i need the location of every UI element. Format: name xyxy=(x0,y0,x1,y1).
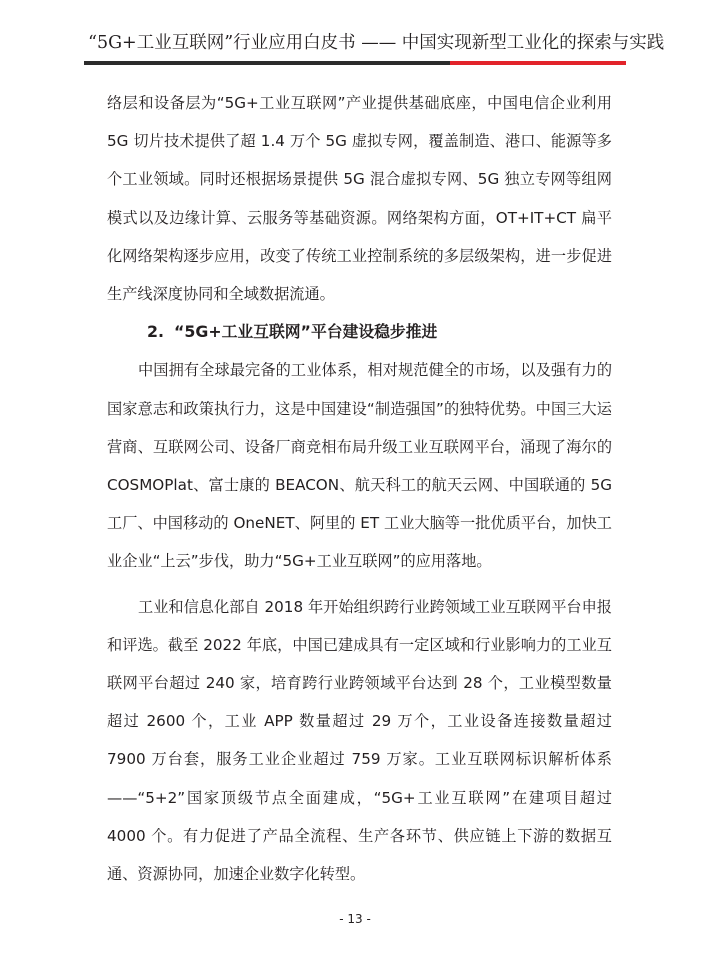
body-paragraph-2: 中国拥有全球最完备的工业体系，相对规范健全的市场，以及强有力的国家意志和政策执行力，这是中国建设“制造强国”的独特优势。中国三大运营商、互联网公司、设备厂商竞相布局升级工业互联网平台，涌现了海尔的 COSMOPlat、富士康的 BEACON、航天科工的航天云网、中国联通的 5G 工厂、中国移动的 OneNET、阿里的 ET 工业大脑等一批优质平台，加快工业企业“上云”步伐，助力“5G+工业互联网”的应用落地。 xyxy=(107,361,612,571)
document-body xyxy=(107,84,612,893)
body-paragraph-3: 工业和信息化部自 2018 年开始组织跨行业跨领域工业互联网平台申报和评选。截至 2022 年底，中国已建成具有一定区域和行业影响力的工业互联网平台超过 240 家，培育跨行业跨领域平台达到 28 个，工业模型数量超过 2600 个，工业 APP 数量超过 29 万个，工业设备连接数量超过 7900 万台套，服务工业企业超过 759 万家。工业互联网标识解析体系——“5+2”国家顶级节点全面建成，“5G+工业互联网”在建项目超过 4000 个。有力促进了产品全流程、生产各环节、供应链上下游的数据互通、资源协同，加速企业数字化转型。 xyxy=(107,597,612,884)
header-rule-red xyxy=(450,61,626,65)
section-heading-number: 2. xyxy=(147,322,164,342)
section-heading xyxy=(107,313,612,351)
header-rule-dark xyxy=(84,61,450,65)
page-header-title: “5G+工业互联网”行业应用白皮书 —— 中国实现新型工业化的探索与实践 xyxy=(88,33,665,53)
section-heading-title: “5G+工业互联网”平台建设稳步推进 xyxy=(174,322,438,342)
page-number: - 13 - xyxy=(339,912,371,926)
body-paragraph-1: 络层和设备层为“5G+工业互联网”产业提供基础底座，中国电信企业利用 5G 切片技术提供了超 1.4 万个 5G 虚拟专网，覆盖制造、港口、能源等多个工业领域。同时还根据场景提供 5G 混合虚拟专网、5G 独立专网等组网模式以及边缘计算、云服务等基础资源。网络架构方面，OT+IT+CT 扁平化网络架构逐步应用，改变了传统工业控制系统的多层级架构，进一步促进生产线深度协同和全域数据流通。 xyxy=(107,94,612,304)
